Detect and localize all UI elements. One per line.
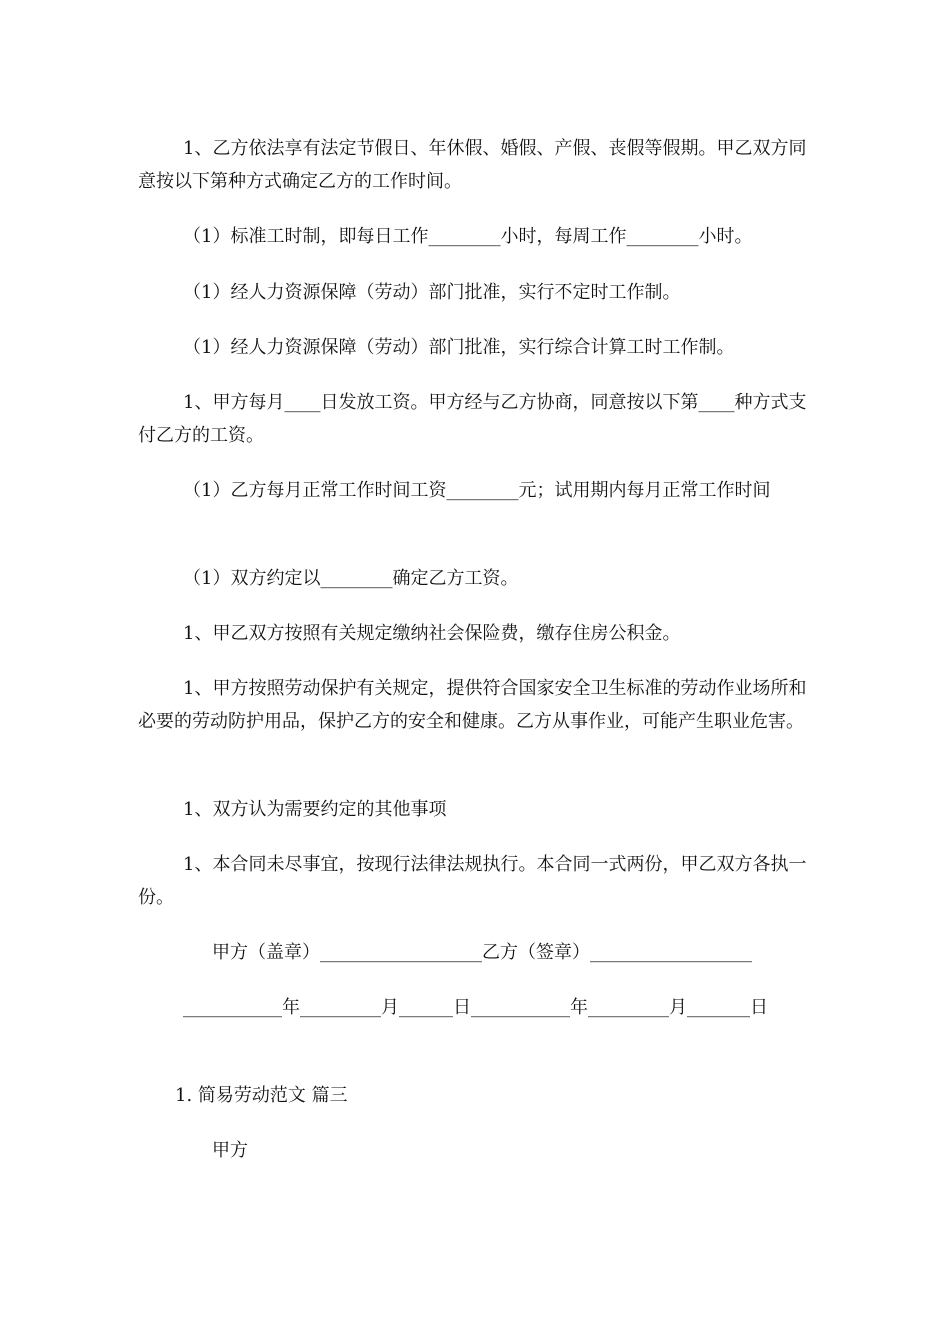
signature-line: 甲方（盖章）__________________乙方（签章）__________________ [212, 942, 752, 963]
paragraph-social-insurance: 1、甲乙双方按照有关规定缴纳社会保险费，缴存住房公积金。 [183, 623, 681, 644]
paragraph-agreed-wage: （1）双方约定以________确定乙方工资。 [183, 568, 519, 589]
date-line: ___________年_________月______日___________年_________月_______日 [183, 997, 768, 1018]
paragraph-standard-hours: （1）标准工时制，即每日工作________小时，每周工作________小时。 [183, 226, 753, 247]
paragraph-legal-provisions: 1、本合同未尽事宜，按现行法律法规执行。本合同一式两份，甲乙双方各执一份。 [138, 854, 807, 908]
paragraph-monthly-wage: （1）乙方每月正常工作时间工资________元；试用期内每月正常工作时间 [183, 480, 771, 501]
paragraph-labor-protection: 1、甲方按照劳动保护有关规定，提供符合国家安全卫生标准的劳动作业场所和必要的劳动防护用品，保护乙方的安全和健康。乙方从事作业，可能产生职业危害。 [138, 678, 807, 732]
section-heading: 1. 简易劳动范文 篇三 [175, 1085, 348, 1106]
paragraph-other-matters: 1、双方认为需要约定的其他事项 [183, 799, 447, 820]
paragraph-flexible-hours: （1）经人力资源保障（劳动）部门批准，实行不定时工作制。 [183, 282, 681, 303]
paragraph-wage-payment: 1、甲方每月____日发放工资。甲方经与乙方协商，同意按以下第____种方式支付乙方的工资。 [138, 392, 807, 446]
paragraph-leave-and-work-hours: 1、乙方依法享有法定节假日、年休假、婚假、产假、丧假等假期。甲乙双方同意按以下第种方式确定乙方的工作时间。 [138, 138, 807, 192]
paragraph-comprehensive-hours: （1）经人力资源保障（劳动）部门批准，实行综合计算工时工作制。 [183, 337, 735, 358]
party-a-label: 甲方 [212, 1140, 248, 1161]
